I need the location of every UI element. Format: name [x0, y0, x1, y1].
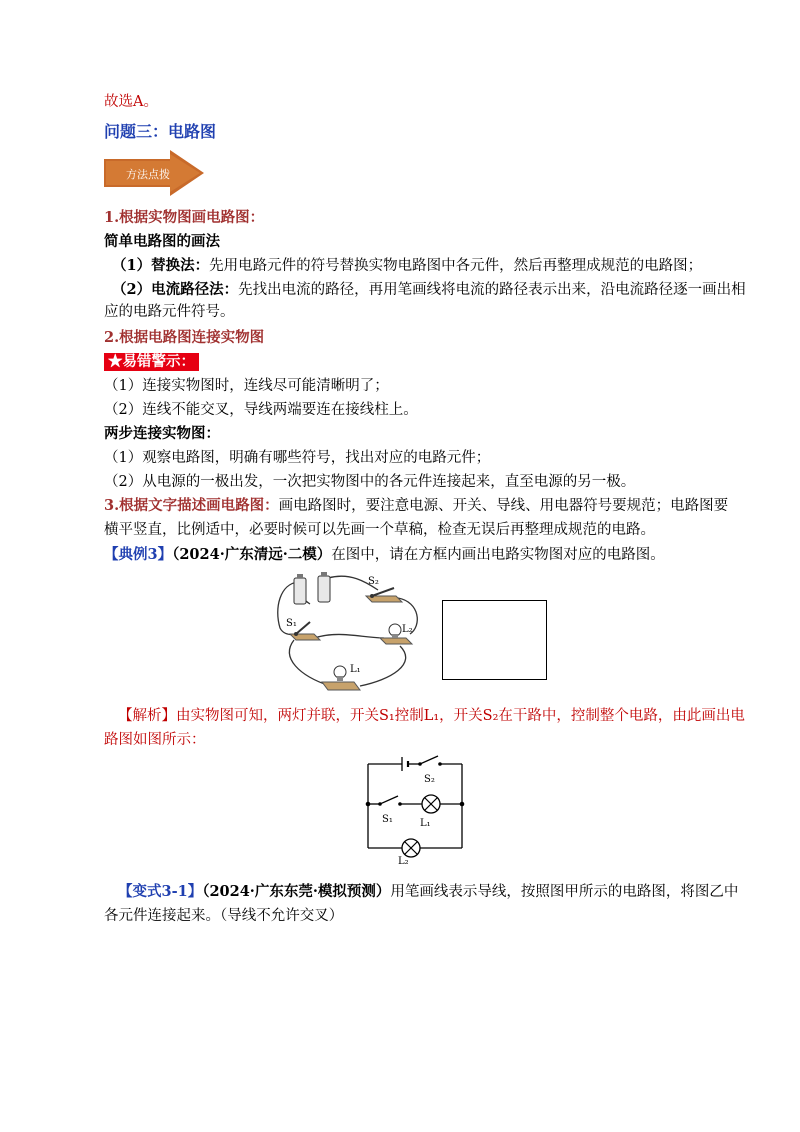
example-text: 在图中，请在方框内画出电路实物图对应的电路图。 — [331, 547, 665, 563]
warning-box — [104, 352, 199, 372]
heading-3-text: 画电路图时，要注意电源、开关、导线、用电器符号要规范；电路图要 — [278, 498, 729, 514]
diagram-label-s2: S₂ — [424, 774, 435, 785]
variant-3-1 — [118, 882, 738, 902]
para-current-label: （2）电流路径法： — [112, 281, 239, 298]
two-step-title: 两步连接实物图： — [104, 425, 220, 442]
method-banner-label: 方法点拨 — [126, 168, 170, 181]
variant-tag: 【变式3-1】 — [118, 883, 203, 900]
para-current-text: 先找出电流的路径，再用笔画线将电流的路径表示出来，沿电流路径逐一画出相 — [238, 282, 746, 298]
warning-item-2: （2）连线不能交叉，导线两端要连在接线柱上。 — [104, 402, 418, 418]
para-replace-text: 先用电路元件的符号替换实物电路图中各元件，然后再整理成规范的电路图； — [209, 258, 703, 274]
variant-cont: 各元件连接起来。（导线不允许交叉） — [104, 908, 344, 924]
label-s1: S₁ — [286, 618, 297, 629]
para-replace-method — [112, 256, 702, 276]
variant-text: 用笔画线表示导线，按照图甲所示的电路图，将图乙中 — [390, 884, 739, 900]
section-title: 问题三：电路图 — [104, 122, 217, 141]
para-replace-label: （1）替换法： — [112, 257, 210, 274]
method-banner — [104, 150, 204, 196]
example-tag: 【典例3】 — [104, 546, 173, 563]
warning-badge: ★易错警示： — [104, 353, 199, 371]
para-current-path-method — [112, 280, 746, 300]
heading-3 — [104, 496, 728, 516]
physical-circuit-figure — [270, 568, 430, 696]
para-current-cont: 应的电路元件符号。 — [104, 304, 235, 320]
step-1: （1）观察电路图，明确有哪些符号，找出对应的电路元件； — [104, 450, 491, 466]
label-l2: L₂ — [402, 624, 413, 635]
heading-3-cont: 横平竖直，比例适中，必要时候可以先画一个草稿，检查无误后再整理成规范的电路。 — [104, 522, 655, 538]
example-3 — [104, 545, 665, 565]
analysis-text: 由实物图可知，两灯并联，开关S₁控制L₁，开关S₂在干路中，控制整个电路，由此画出电 — [176, 708, 745, 724]
heading-1: 1.根据实物图画电路图： — [104, 209, 265, 226]
answer-box — [442, 600, 547, 680]
arrow-banner-icon — [104, 150, 204, 196]
example-source: （2024·广东清远·二模） — [172, 546, 332, 563]
heading-3-label: 3.根据文字描述画电路图： — [104, 497, 279, 514]
analysis — [118, 706, 745, 726]
diagram-label-l2: L₂ — [398, 856, 409, 866]
heading-2: 2.根据电路图连接实物图 — [104, 329, 265, 346]
variant-source: （2024·广东东莞·模拟预测） — [202, 883, 391, 900]
schematic-diagram — [360, 752, 470, 866]
lamp-symbol-l2-icon — [402, 839, 420, 857]
warning-item-1: （1）连接实物图时，连线尽可能清晰明了； — [104, 378, 389, 394]
analysis-tag: 【解析】 — [118, 708, 176, 724]
diagram-label-l1: L₁ — [420, 818, 431, 829]
step-2: （2）从电源的一极出发，一次把实物图中的各元件连接起来，直至电源的另一极。 — [104, 474, 636, 490]
previous-answer: 故选A。 — [104, 94, 158, 110]
heading-1-sub: 简单电路图的画法 — [104, 233, 220, 250]
label-s2: S₂ — [368, 576, 379, 587]
diagram-label-s1: S₁ — [382, 814, 393, 825]
label-l1: L₁ — [350, 664, 361, 675]
battery-icon — [294, 572, 330, 604]
lamp-symbol-l1-icon — [422, 795, 440, 813]
analysis-cont: 路图如图所示： — [104, 732, 206, 748]
switch-s2-icon — [366, 588, 402, 602]
